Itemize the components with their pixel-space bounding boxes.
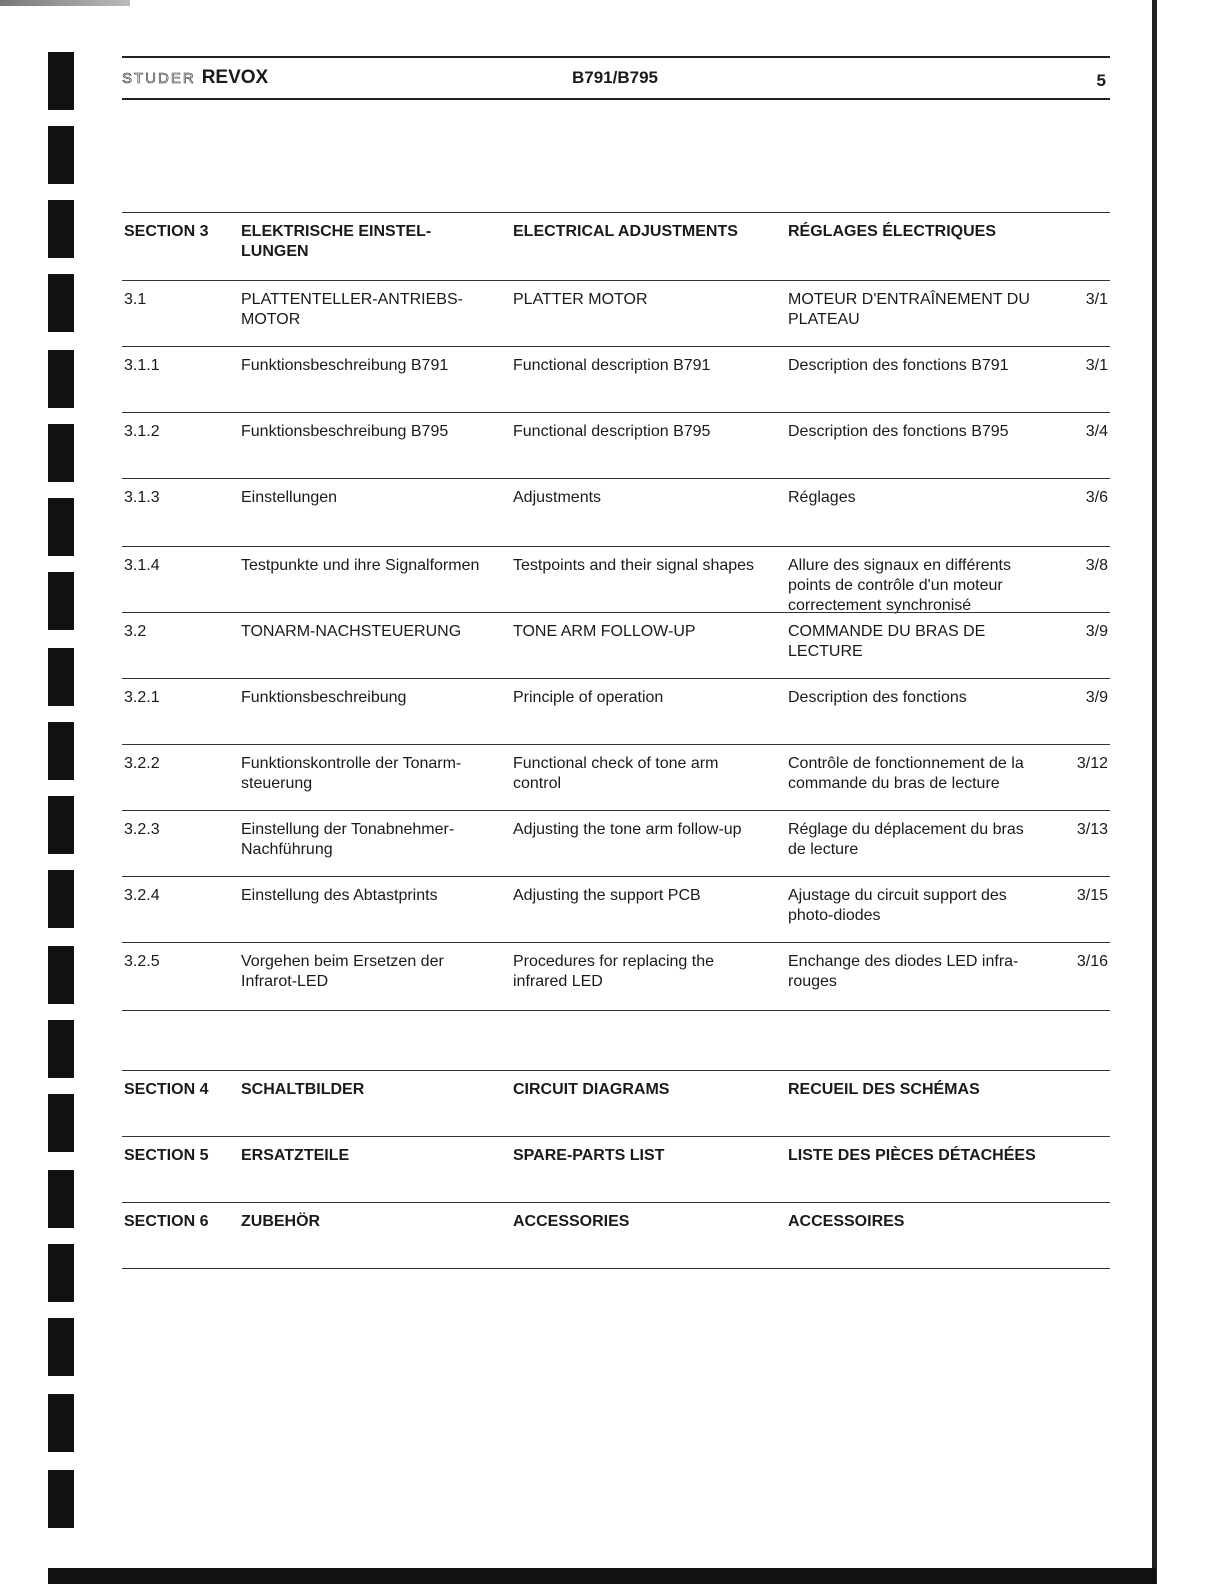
entry-page: 3/4	[1085, 423, 1108, 440]
entry-title-de: PLATTENTELLER-ANTRIEBS- MOTOR	[241, 291, 463, 328]
scan-edge-right	[1152, 0, 1157, 1584]
entry-title-fr: Description des fonctions B795	[788, 423, 1009, 440]
entry-title-en: Functional description B795	[513, 423, 711, 440]
entry-number: 3.2.1	[124, 689, 160, 706]
entry-number: 3.2.3	[124, 821, 160, 838]
toc-entry	[122, 346, 1110, 413]
entry-number: 3.1.2	[124, 423, 160, 440]
toc-entry	[122, 280, 1110, 347]
entry-title-en: Functional check of tone arm control	[513, 755, 719, 792]
entry-title-fr: Description des fonctions	[788, 689, 967, 706]
binder-holes	[48, 0, 78, 1584]
title-de: ZUBEHÖR	[241, 1213, 321, 1230]
toc-entry	[122, 942, 1110, 1009]
entry-title-de: Funktionsbeschreibung B795	[241, 423, 449, 440]
section-number: SECTION 5	[124, 1147, 209, 1164]
entry-page: 3/8	[1085, 557, 1108, 574]
logo-studer: STUDER	[122, 70, 196, 87]
section-number: SECTION 4	[124, 1081, 209, 1098]
section-3-heading	[122, 212, 1110, 279]
entry-title-de: Einstellung des Abtastprints	[241, 887, 438, 904]
logo-revox: REVOX	[201, 67, 269, 88]
scan-edge-bottom	[48, 1568, 1156, 1584]
section-number: SECTION 6	[124, 1213, 209, 1230]
toc-entry	[122, 546, 1110, 613]
entry-page: 3/1	[1085, 357, 1108, 374]
entry-title-de: Funktionsbeschreibung	[241, 689, 407, 706]
section-number: SECTION 3	[124, 223, 209, 240]
title-de: SCHALTBILDER	[241, 1081, 365, 1098]
toc-entry	[122, 810, 1110, 877]
entry-title-fr: Ajustage du circuit support des photo-diodes	[788, 887, 1007, 924]
entry-title-de: Einstellungen	[241, 489, 338, 506]
entry-number: 3.2.2	[124, 755, 160, 772]
section-3-end-rule	[122, 1010, 1110, 1011]
toc-entry	[122, 478, 1110, 545]
entry-number: 3.1.4	[124, 557, 160, 574]
title-en: SPARE-PARTS LIST	[513, 1147, 665, 1164]
title-en: ELECTRICAL ADJUSTMENTS	[513, 223, 738, 240]
entry-title-en: Adjusting the support PCB	[513, 887, 701, 904]
page-number: 5	[1096, 71, 1106, 90]
entry-page: 3/9	[1085, 689, 1108, 706]
entry-page: 3/6	[1085, 489, 1108, 506]
title-de: ELEKTRISCHE EINSTEL- LUNGEN	[241, 223, 432, 260]
entry-title-en: PLATTER MOTOR	[513, 291, 648, 308]
entry-page: 3/12	[1076, 755, 1108, 772]
model-number: B791/B795	[572, 68, 659, 87]
entry-title-fr: MOTEUR D'ENTRAÎNEMENT DU PLATEAU	[788, 291, 1030, 328]
title-en: ACCESSORIES	[513, 1213, 630, 1230]
entry-title-de: TONARM-NACHSTEUERUNG	[241, 623, 462, 640]
title-en: CIRCUIT DIAGRAMS	[513, 1081, 670, 1098]
entry-title-de: Testpunkte und ihre Signalformen	[241, 557, 480, 574]
entry-title-en: Principle of operation	[513, 689, 664, 706]
entry-title-fr: Allure des signaux en différents points de contrôle d'un moteur correctement synchronisé	[788, 557, 1011, 614]
entry-title-fr: Enchange des diodes LED infra- rouges	[788, 953, 1019, 990]
page-header	[122, 56, 1110, 100]
entry-title-en: Adjustments	[513, 489, 602, 506]
title-fr: RÉGLAGES ÉLECTRIQUES	[788, 223, 997, 240]
entry-title-en: Procedures for replacing the infrared LED	[513, 953, 714, 990]
entry-number: 3.1	[124, 291, 147, 308]
entry-page: 3/13	[1076, 821, 1108, 838]
entry-number: 3.1.3	[124, 489, 160, 506]
entry-title-en: Testpoints and their signal shapes	[513, 557, 755, 574]
entry-number: 3.1.1	[124, 357, 160, 374]
entry-title-en: Adjusting the tone arm follow-up	[513, 821, 742, 838]
entry-number: 3.2	[124, 623, 147, 640]
title-fr: RECUEIL DES SCHÉMAS	[788, 1081, 980, 1098]
section-heading	[122, 1202, 1110, 1265]
section-heading	[122, 1136, 1110, 1199]
entry-title-fr: Réglages	[788, 489, 856, 506]
entry-title-de: Funktionskontrolle der Tonarm- steuerung	[241, 755, 462, 792]
title-de: ERSATZTEILE	[241, 1147, 350, 1164]
entry-title-fr: Réglage du déplacement du bras de lecture	[788, 821, 1024, 858]
toc-entry	[122, 612, 1110, 679]
toc-entry	[122, 678, 1110, 745]
toc-end-rule	[122, 1268, 1110, 1269]
entry-page: 3/16	[1076, 953, 1108, 970]
entry-number: 3.2.5	[124, 953, 160, 970]
toc-entry	[122, 412, 1110, 479]
entry-title-de: Vorgehen beim Ersetzen der Infrarot-LED	[241, 953, 444, 990]
entry-page: 3/15	[1076, 887, 1108, 904]
toc-entry	[122, 744, 1110, 811]
toc-entry	[122, 876, 1110, 943]
entry-title-en: Functional description B791	[513, 357, 711, 374]
entry-page: 3/1	[1085, 291, 1108, 308]
section-heading	[122, 1070, 1110, 1133]
entry-title-fr: Description des fonctions B791	[788, 357, 1009, 374]
title-fr: LISTE DES PIÈCES DÉTACHÉES	[788, 1147, 1036, 1164]
entry-title-de: Einstellung der Tonabnehmer- Nachführung	[241, 821, 455, 858]
entry-title-en: TONE ARM FOLLOW-UP	[513, 623, 696, 640]
title-fr: ACCESSOIRES	[788, 1213, 905, 1230]
entry-number: 3.2.4	[124, 887, 160, 904]
entry-title-fr: Contrôle de fonctionnement de la commande du bras de lecture	[788, 755, 1024, 792]
entry-title-fr: COMMANDE DU BRAS DE LECTURE	[788, 623, 986, 660]
entry-title-de: Funktionsbeschreibung B791	[241, 357, 449, 374]
studer-revox-logo	[122, 67, 268, 89]
entry-page: 3/9	[1085, 623, 1108, 640]
